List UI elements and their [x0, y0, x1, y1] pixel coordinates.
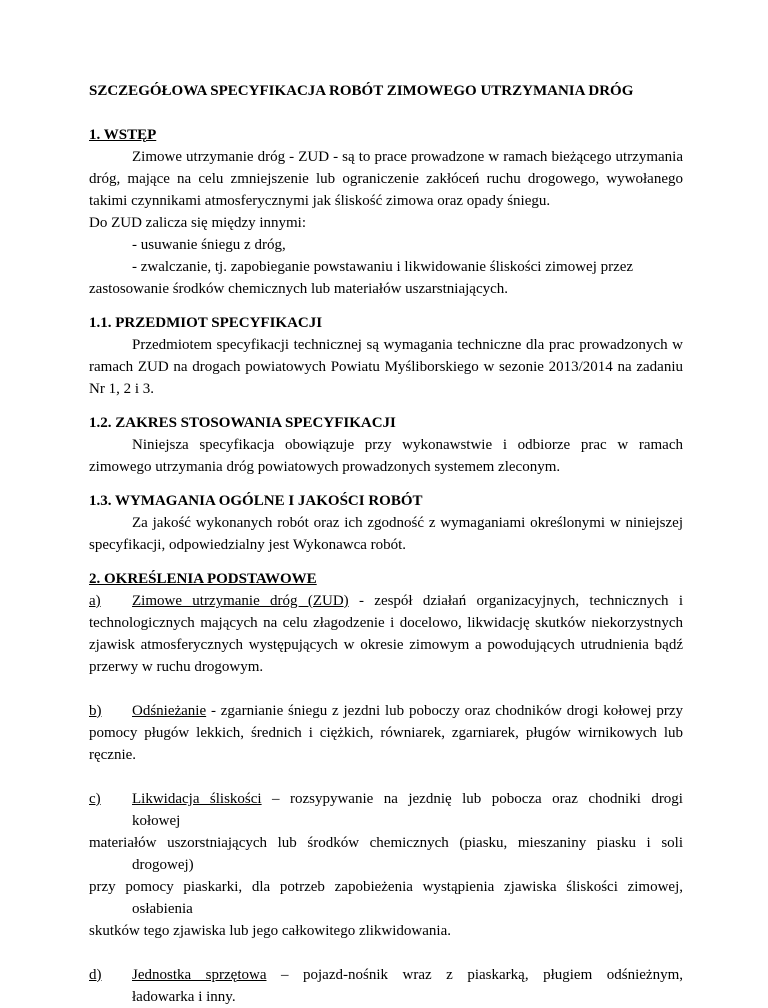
- definition-b: [89, 700, 683, 766]
- section-heading-okreslenia: 2. OKREŚLENIA PODSTAWOWE: [89, 571, 317, 587]
- section-heading-wstep: 1. WSTĘP: [89, 127, 157, 143]
- definition-c-line3b: osłabienia: [132, 901, 193, 917]
- definition-a: [89, 590, 683, 678]
- paragraph-przedmiot: Przedmiotem specyfikacji technicznej są wymagania techniczne dla prac prowadzonych w ramach ZUD na drogach powiatowych Powiatu Myśliborskiego w sezonie 2013/2014 na zadaniu Nr 1, 2 i 3.: [89, 337, 683, 397]
- definition-a-label: a): [89, 593, 101, 609]
- definition-c-label: c): [89, 791, 101, 807]
- definition-c-text-1: – rozsypywanie na jezdnię lub pobocza oraz chodniki drogi: [261, 791, 683, 807]
- definition-c-term: Likwidacja śliskości: [132, 791, 262, 807]
- definition-b-text: - zgarnianie śniegu z jezdni lub poboczy oraz chodników drogi kołowej przy pomocy pługów lekkich, średnich i ciężkich, równiarek, zgarniarek, pługów wirnikowych lub ręcznie.: [89, 703, 683, 763]
- definition-d-line1: [89, 964, 683, 986]
- definition-c-line3: przy pomocy piaskarki, dla potrzeb zapobieżenia wystąpienia zjawiska śliskości zimowej,: [89, 879, 683, 895]
- definition-c-line1: [89, 788, 683, 810]
- section-heading-wymagania: 1.3. WYMAGANIA OGÓLNE I JAKOŚCI ROBÓT: [89, 493, 423, 509]
- paragraph-zud-intro: Do ZUD zalicza się między innymi:: [89, 215, 307, 231]
- section-heading-przedmiot: 1.1. PRZEDMIOT SPECYFIKACJI: [89, 315, 323, 331]
- definition-d-text: – pojazd-nośnik wraz z piaskarką, pługiem odśnieżnym,: [266, 967, 683, 983]
- definition-c-line2: materiałów uszorstniających lub środków chemicznych (piasku, mieszaniny piasku i soli: [89, 835, 683, 851]
- definition-d-term: Jednostka sprzętowa: [132, 967, 267, 983]
- definition-c-line2b: drogowej): [132, 857, 194, 873]
- definition-a-text: - zespół działań organizacyjnych, technicznych i technologicznych mających na celu złagodzenie i docelowo, likwidację skutków niekorzystnych zjawisk atmosferycznych występujących w okresie zimowym a powodujących utrudnienia bądź przerwy w ruchu drogowym.: [89, 593, 684, 675]
- paragraph-wymagania: Za jakość wykonanych robót oraz ich zgodność z wymaganiami określonymi w niniejszej specyfikacji, odpowiedzialny jest Wykonawca robót.: [89, 515, 683, 553]
- definition-b-term: Odśnieżanie: [132, 703, 207, 719]
- paragraph-wstep: Zimowe utrzymanie dróg - ZUD - są to prace prowadzone w ramach bieżącego utrzymania dróg, mające na celu zmniejszenie lub ograniczenie zakłóceń ruchu drogowego, wywołanego takimi czynnikami atmosferycznymi jak śliskość zimowa oraz opady śniegu.: [89, 149, 683, 209]
- paragraph-zakres: Niniejsza specyfikacja obowiązuje przy wykonawstwie i odbiorze prac w ramach zimowego utrzymania dróg powiatowych prowadzonych systemem zleconym.: [89, 437, 683, 475]
- list-item-zwalczanie: - zwalczanie, tj. zapobieganie powstawaniu i likwidowanie śliskości zimowej przez: [132, 259, 634, 275]
- document-title: SZCZEGÓŁOWA SPECYFIKACJA ROBÓT ZIMOWEGO UTRZYMANIA DRÓG: [89, 83, 634, 99]
- list-item-zwalczanie-cont: zastosowanie środków chemicznych lub materiałów uszarstniających.: [89, 281, 509, 297]
- document-page: [89, 68, 683, 1008]
- definition-c-line4: skutków tego zjawiska lub jego całkowitego zlikwidowania.: [89, 923, 451, 939]
- definition-d-line1b: ładowarka i inny.: [132, 989, 236, 1005]
- list-item-usuwanie: - usuwanie śniegu z dróg,: [132, 237, 286, 253]
- definition-d-label: d): [89, 967, 102, 983]
- definition-b-label: b): [89, 703, 102, 719]
- section-heading-zakres: 1.2. ZAKRES STOSOWANIA SPECYFIKACJI: [89, 415, 396, 431]
- definition-a-term: Zimowe utrzymanie dróg (ZUD): [132, 593, 349, 609]
- definition-c-line1b: kołowej: [132, 813, 181, 829]
